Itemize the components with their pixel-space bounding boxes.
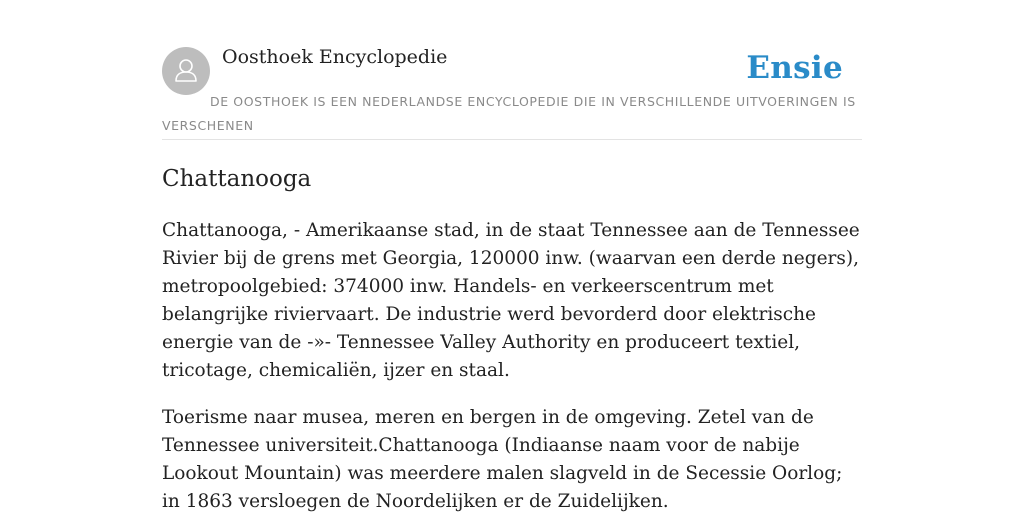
source-name[interactable]: Oosthoek Encyclopedie [222,46,448,68]
page-title: Chattanooga [162,166,312,192]
page-container [162,0,862,512]
article-body [162,217,862,512]
source-header [162,0,862,140]
ensie-logo[interactable]: Ensie [746,50,843,86]
user-icon [162,47,210,95]
article-paragraph: Toerisme naar musea, meren en bergen in de omgeving. Zetel van de Tennessee universiteit.Chattanooga (Indiaanse naam voor de nabije Lookout Mountain) was meerdere malen slagveld in de Secessie Oorlog; in 1863 versloegen de Noordelijken er de Zuidelijken. [162,407,843,512]
article-paragraph: Chattanooga, - Amerikaanse stad, in de staat Tennessee aan de Tennessee Rivier bij de grens met Georgia, 120000 inw. (waarvan een derde negers), metropoolgebied: 374000 inw. Handels- en verkeerscentrum met belangrijke riviervaart. De industrie werd bevorderd door elektrische energie van de -»- Tennessee Valley Authority en produceert textiel, tricotage, chemicaliën, ijzer en staal. [162,220,860,381]
avatar[interactable] [162,47,210,95]
source-tagline: DE OOSTHOEK IS EEN NEDERLANDSE ENCYCLOPEDIE DIE IN VERSCHILLENDE UITVOERINGEN IS VERSCHENEN [162,94,856,133]
